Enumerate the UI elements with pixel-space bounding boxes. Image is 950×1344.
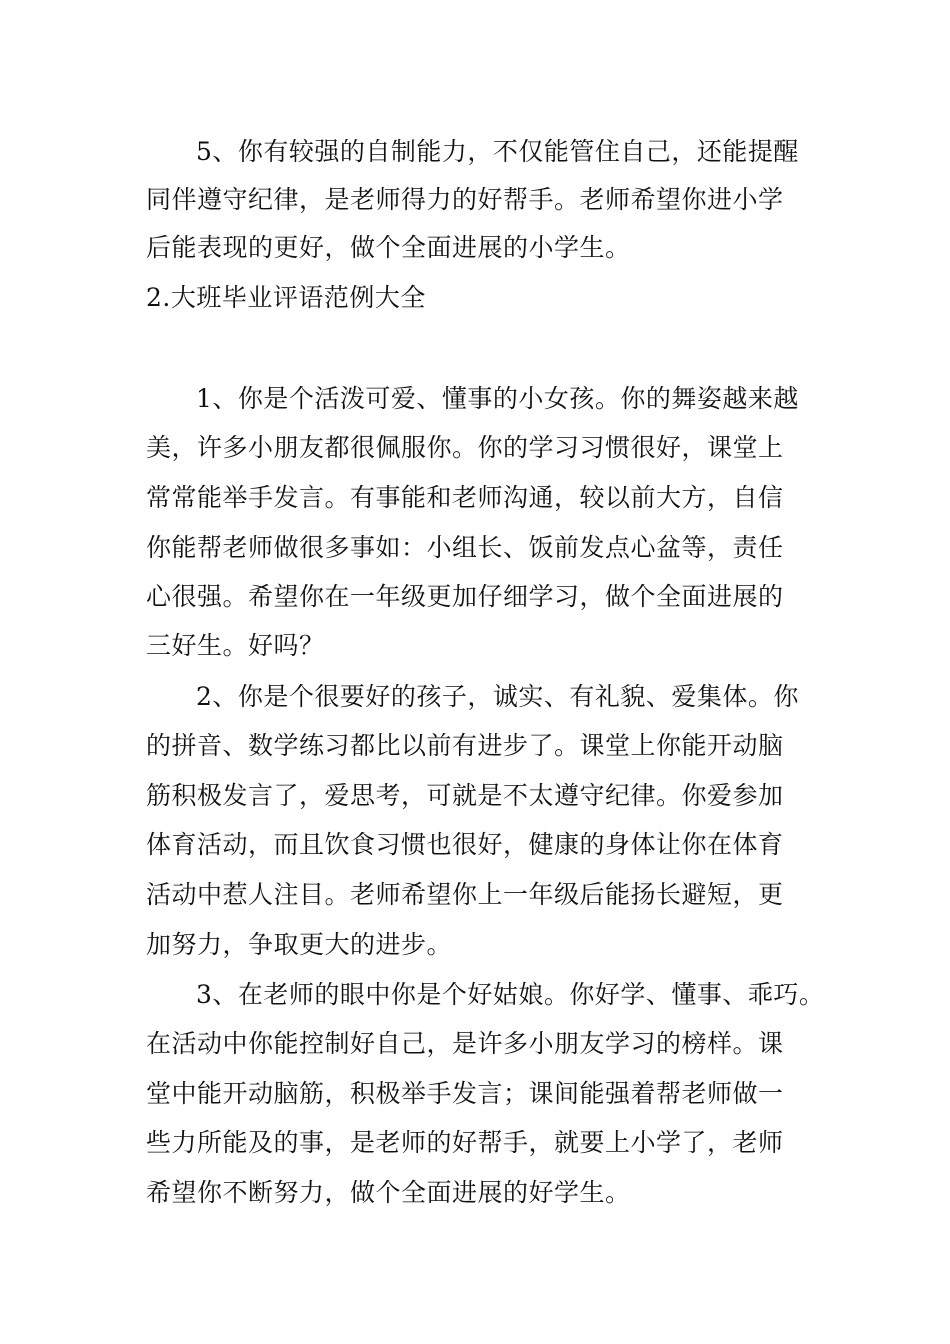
sample-2-line-2: 的拼音、数学练习都比以前有进步了。课堂上你能开动脑 — [146, 731, 784, 760]
section-heading: 2.大班毕业评语范例大全 — [146, 283, 426, 312]
sample-2-line-1: 2、你是个很要好的孩子，诚实、有礼貌、爱集体。你 — [196, 682, 799, 711]
sample-1-line-6: 三好生。好吗？ — [146, 631, 325, 660]
sample-2-line-6: 加努力，争取更大的进步。 — [146, 930, 453, 959]
paragraph-5-line-3: 后能表现的更好，做个全面进展的小学生。 — [146, 233, 631, 262]
sample-1-line-4: 你能帮老师做很多事如：小组长、饭前发点心盆等，责任 — [146, 533, 784, 562]
sample-3-line-3: 堂中能开动脑筋，积极举手发言；课间能强着帮老师做一 — [146, 1079, 784, 1108]
sample-3-line-4: 些力所能及的事，是老师的好帮手，就要上小学了，老师 — [146, 1128, 784, 1157]
sample-1-line-1: 1、你是个活泼可爱、懂事的小女孩。你的舞姿越来越 — [196, 384, 799, 413]
sample-1-line-2: 美，许多小朋友都很佩服你。你的学习习惯很好，课堂上 — [146, 433, 784, 462]
sample-2-line-5: 活动中惹人注目。老师希望你上一年级后能扬长避短，更 — [146, 880, 784, 909]
sample-3-line-2: 在活动中你能控制好自己，是许多小朋友学习的榜样。课 — [146, 1029, 784, 1058]
sample-1-line-5: 心很强。希望你在一年级更加仔细学习，做个全面进展的 — [146, 582, 784, 611]
sample-3-line-1: 3、在老师的眼中你是个好姑娘。你好学、懂事、乖巧。 — [196, 980, 825, 1009]
sample-3-line-5: 希望你不断努力，做个全面进展的好学生。 — [146, 1178, 631, 1207]
paragraph-5-line-2: 同伴遵守纪律，是老师得力的好帮手。老师希望你进小学 — [146, 185, 784, 214]
paragraph-5-line-1: 5、你有较强的自制能力，不仅能管住自己，还能提醒 — [196, 137, 799, 166]
sample-2-line-3: 筋积极发言了，爱思考，可就是不太遵守纪律。你爱参加 — [146, 781, 784, 810]
sample-2-line-4: 体育活动，而且饮食习惯也很好，健康的身体让你在体育 — [146, 830, 784, 859]
sample-1-line-3: 常常能举手发言。有事能和老师沟通，较以前大方，自信 — [146, 483, 784, 512]
